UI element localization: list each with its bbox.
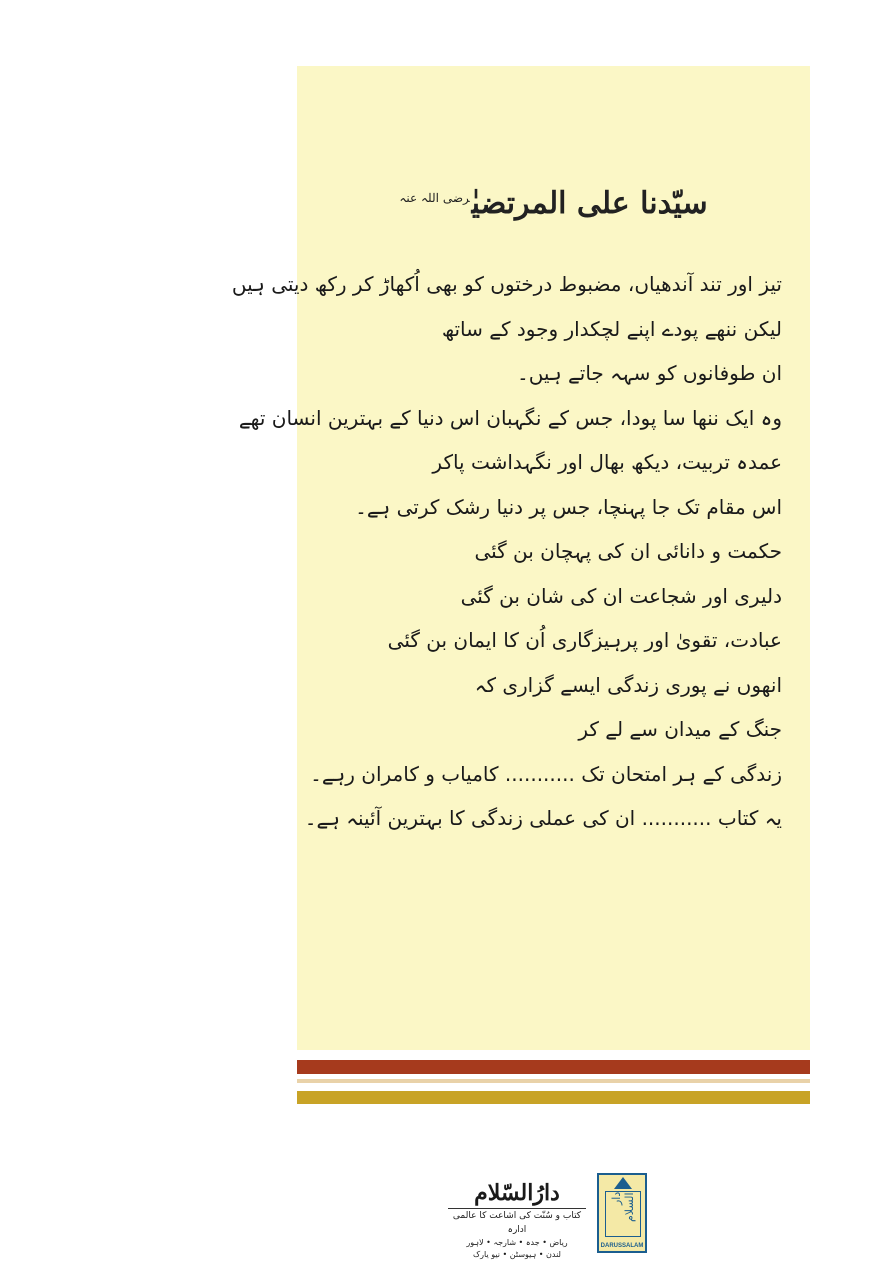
logo-arabic-text: دار السلام [610,1192,636,1222]
text-line: وہ ایک ننھا سا پودا، جس کے نگہبان اس دنیا کے بہترین انسان تھے [238,405,782,430]
text-line: ان طوفانوں کو سہہ جاتے ہیں۔ [516,361,782,385]
gold-stripe [297,1091,810,1104]
text-line: اس مقام تک جا پہنچا، جس پر دنیا رشک کرتی ہے۔ [355,494,782,519]
stripe-divider [297,1079,810,1083]
publisher-block [448,1178,586,1261]
publisher-name: دارُالسّلام [448,1178,586,1209]
logo-frame [605,1191,641,1237]
publisher-cities: ریاض • جدہ • شارجہ • لاہور [466,1238,568,1247]
text-line: انھوں نے پوری زندگی ایسے گزاری کہ [474,672,782,697]
publisher-tagline: کتاب و سُنّت کی اشاعت کا عالمی ادارہ [452,1211,582,1235]
title-text: سیّدنا علی المرتضیٰ [471,186,708,221]
red-stripe [297,1060,810,1074]
logo-latin-text: DARUSSALAM [600,1243,644,1249]
darussalam-logo-icon [597,1173,647,1253]
page-title [297,168,810,234]
publisher-cities: لندن • ہیوسٹن • نیو یارک [473,1250,561,1259]
honorific-mark: رضی اللہ عنہ [399,191,470,205]
text-line: عبادت، تقویٰ اور پرہیزگاری اُن کا ایمان بن گئی [387,628,782,652]
text-line: یہ کتاب ........... ان کی عملی زندگی کا بہترین آئینہ ہے۔ [304,806,782,830]
text-line: دلیری اور شجاعت ان کی شان بن گئی [460,583,782,608]
text-line: زندگی کے ہر امتحان تک ........... کامیاب و کامران رہے۔ [310,761,782,786]
text-line: عمدہ تربیت، دیکھ بھال اور نگہداشت پاکر [432,450,782,474]
text-line: جنگ کے میدان سے لے کر [578,717,782,741]
body-text [231,262,782,841]
text-line: تیز اور تند آندھیاں، مضبوط درختوں کو بھی اُکھاڑ کر رکھ دیتی ہیں [231,272,782,296]
text-line: لیکن ننھے پودے اپنے لچکدار وجود کے ساتھ [441,316,782,341]
text-line: حکمت و دانائی ان کی پہچان بن گئی [474,539,782,563]
